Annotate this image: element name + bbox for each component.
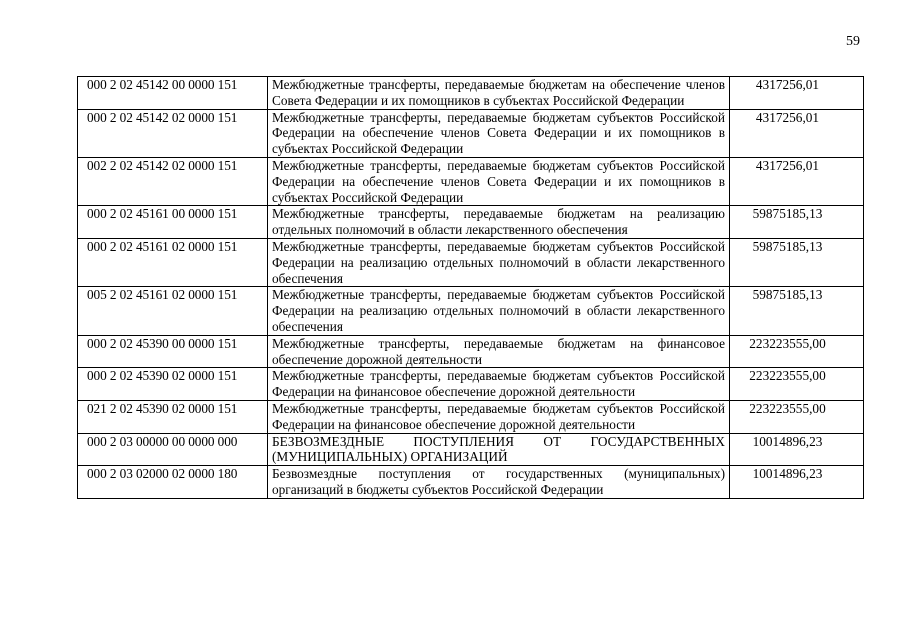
budget-code-cell: 000 2 02 45161 02 0000 151: [78, 238, 268, 286]
description-cell: Межбюджетные трансферты, передаваемые бюджетам на реализацию отдельных полномочий в области лекарственного обеспечения: [268, 206, 730, 239]
table-row: [78, 466, 864, 499]
amount-cell: 223223555,00: [730, 400, 864, 433]
amount-cell: 10014896,23: [730, 466, 864, 499]
amount-cell: 223223555,00: [730, 368, 864, 401]
amount-cell: 4317256,01: [730, 109, 864, 157]
amount-cell: 10014896,23: [730, 433, 864, 466]
budget-code-cell: 000 2 03 02000 02 0000 180: [78, 466, 268, 499]
description-cell: Межбюджетные трансферты, передаваемые бюджетам субъектов Российской Федерации на реализацию отдельных полномочий в области лекарственного обеспечения: [268, 238, 730, 286]
budget-code-cell: 000 2 02 45161 00 0000 151: [78, 206, 268, 239]
description-cell: БЕЗВОЗМЕЗДНЫЕ ПОСТУПЛЕНИЯ ОТ ГОСУДАРСТВЕННЫХ (МУНИЦИПАЛЬНЫХ) ОРГАНИЗАЦИЙ: [268, 433, 730, 466]
budget-revenue-table: [77, 76, 864, 499]
budget-code-cell: 005 2 02 45161 02 0000 151: [78, 287, 268, 335]
amount-cell: 223223555,00: [730, 335, 864, 368]
description-cell: Межбюджетные трансферты, передаваемые бюджетам субъектов Российской Федерации на финансовое обеспечение дорожной деятельности: [268, 400, 730, 433]
table-row: [78, 77, 864, 110]
amount-cell: 4317256,01: [730, 157, 864, 205]
table-row: [78, 109, 864, 157]
amount-cell: 59875185,13: [730, 287, 864, 335]
table-row: [78, 400, 864, 433]
table-row: [78, 335, 864, 368]
description-cell: Межбюджетные трансферты, передаваемые бюджетам на обеспечение членов Совета Федерации и их помощников в субъектах Российской Федерации: [268, 77, 730, 110]
table-row: [78, 433, 864, 466]
table-row: [78, 206, 864, 239]
budget-code-cell: 021 2 02 45390 02 0000 151: [78, 400, 268, 433]
budget-code-cell: 000 2 02 45142 00 0000 151: [78, 77, 268, 110]
table-row: [78, 368, 864, 401]
table-row: [78, 157, 864, 205]
amount-cell: 59875185,13: [730, 206, 864, 239]
budget-code-cell: 000 2 02 45390 00 0000 151: [78, 335, 268, 368]
table-row: [78, 287, 864, 335]
description-cell: Межбюджетные трансферты, передаваемые бюджетам субъектов Российской Федерации на обеспечение членов Совета Федерации и их помощников в субъектах Российской Федерации: [268, 157, 730, 205]
budget-code-cell: 002 2 02 45142 02 0000 151: [78, 157, 268, 205]
page-number: 59: [846, 34, 860, 49]
budget-code-cell: 000 2 03 00000 00 0000 000: [78, 433, 268, 466]
table-row: [78, 238, 864, 286]
description-cell: Безвозмездные поступления от государственных (муниципальных) организаций в бюджеты субъектов Российской Федерации: [268, 466, 730, 499]
description-cell: Межбюджетные трансферты, передаваемые бюджетам субъектов Российской Федерации на обеспечение членов Совета Федерации и их помощников в субъектах Российской Федерации: [268, 109, 730, 157]
description-cell: Межбюджетные трансферты, передаваемые бюджетам субъектов Российской Федерации на реализацию отдельных полномочий в области лекарственного обеспечения: [268, 287, 730, 335]
description-cell: Межбюджетные трансферты, передаваемые бюджетам субъектов Российской Федерации на финансовое обеспечение дорожной деятельности: [268, 368, 730, 401]
budget-code-cell: 000 2 02 45142 02 0000 151: [78, 109, 268, 157]
amount-cell: 59875185,13: [730, 238, 864, 286]
budget-code-cell: 000 2 02 45390 02 0000 151: [78, 368, 268, 401]
amount-cell: 4317256,01: [730, 77, 864, 110]
description-cell: Межбюджетные трансферты, передаваемые бюджетам на финансовое обеспечение дорожной деятельности: [268, 335, 730, 368]
